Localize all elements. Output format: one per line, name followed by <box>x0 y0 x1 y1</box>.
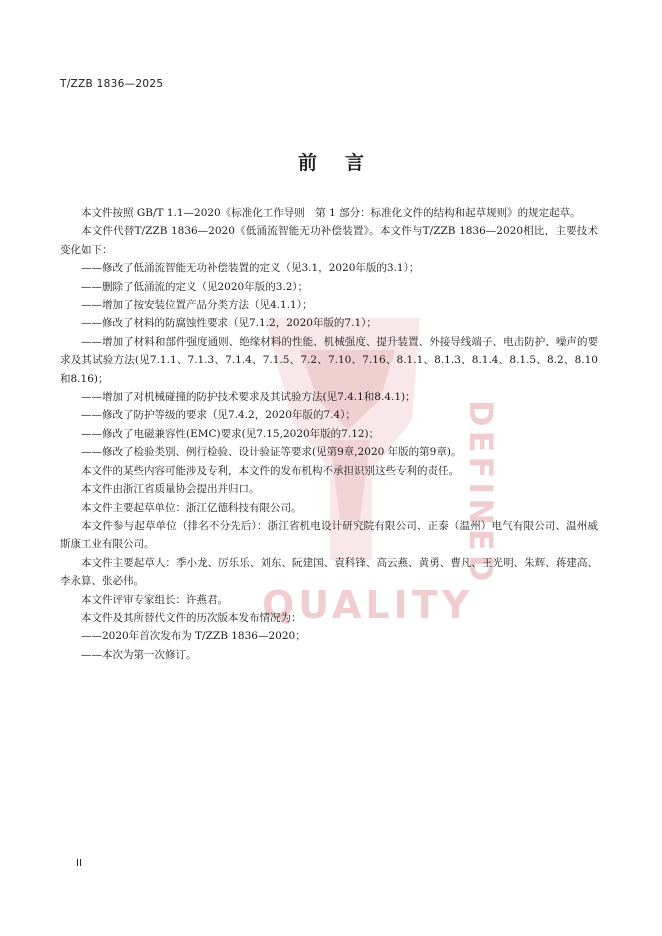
watermark-side-text: DEFINED <box>462 400 500 586</box>
paragraph: ——修改了电磁兼容性(EMC)要求(见7.15,2020年版的7.12)； <box>81 427 380 440</box>
paragraph: 本文件评审专家组长：许燕君。 <box>81 593 228 606</box>
page-title: 前言 <box>297 152 392 174</box>
paragraph: ——修改了检验类别、例行检验、设计验证等要求(见第9章,2020 年版的第9章)。 <box>81 446 462 459</box>
paragraph: ——删除了低涌流的定义（见2020年版的3.2）； <box>81 280 309 293</box>
paragraph: 本文件的某些内容可能涉及专利，本文件的发布机构不承担识别这些专利的责任。 <box>81 464 459 477</box>
paragraph: ——修改了防护等级的要求（见7.4.2，2020年版的7.4）； <box>81 409 356 422</box>
paragraph: 本文件按照 GB/T 1.1—2020《标准化工作导则 第 1 部分：标准化文件的结构和起草规则》的规定起草。 <box>81 207 581 219</box>
foreword-body <box>60 204 598 664</box>
paragraph: 本文件及其所替代文件的历次版本发布情况为： <box>81 611 302 624</box>
page-number: II <box>76 858 82 869</box>
paragraph: 本文件由浙江省质量协会提出并归口。 <box>81 483 260 496</box>
paragraph: 本文件主要起草人：季小龙、厉乐乐、刘东、阮建国、袁科锋、高云燕、黄勇、曹凡、王光明、朱辉、蒋建高、李永算、张必伟。 <box>60 556 598 588</box>
paragraph: ——本次为第一次修订。 <box>81 648 197 661</box>
document-code: T/ZZB 1836—2025 <box>60 78 164 90</box>
watermark-bottom-text: QUALITY <box>262 583 474 627</box>
paragraph: ——增加了材料和部件强度通则、绝缘材料的性能、机械强度、提升装置、外接导线端子、电击防护、噪声的要求及其试验方法(见7.1.1、7.1.3、7.1.4、7.1.5、7.2、7.10、7.16、8.1.1、8.1.3、8.1.4、8.1.5、8.2、8.10和8.16)； <box>60 335 598 385</box>
paragraph: ——修改了材料的防腐蚀性要求（见7.1.2，2020年版的7.1）； <box>81 317 377 330</box>
paragraph: 本文件主要起草单位：浙江亿德科技有限公司。 <box>81 501 302 514</box>
paragraph: 本文件代替T/ZZB 1836—2020《低涌流智能无功补偿装置》。本文件与T/ZZB 1836—2020相比，主要技术变化如下： <box>60 225 598 256</box>
paragraph: ——增加了对机械碰撞的防护技术要求及其试验方法(见7.4.1和8.4.1)； <box>81 391 416 404</box>
paragraph: ——增加了按安装位置产品分类方法（见4.1.1）； <box>81 299 313 312</box>
paragraph: ——2020年首次发布为 T/ZZB 1836—2020； <box>81 630 306 643</box>
paragraph: ——修改了低涌流智能无功补偿装置的定义（见3.1，2020年版的3.1）； <box>81 262 420 275</box>
paragraph: 本文件参与起草单位（排名不分先后）：浙江省机电设计研究院有限公司、正泰（温州）电气有限公司、温州威斯康工业有限公司。 <box>60 519 598 551</box>
